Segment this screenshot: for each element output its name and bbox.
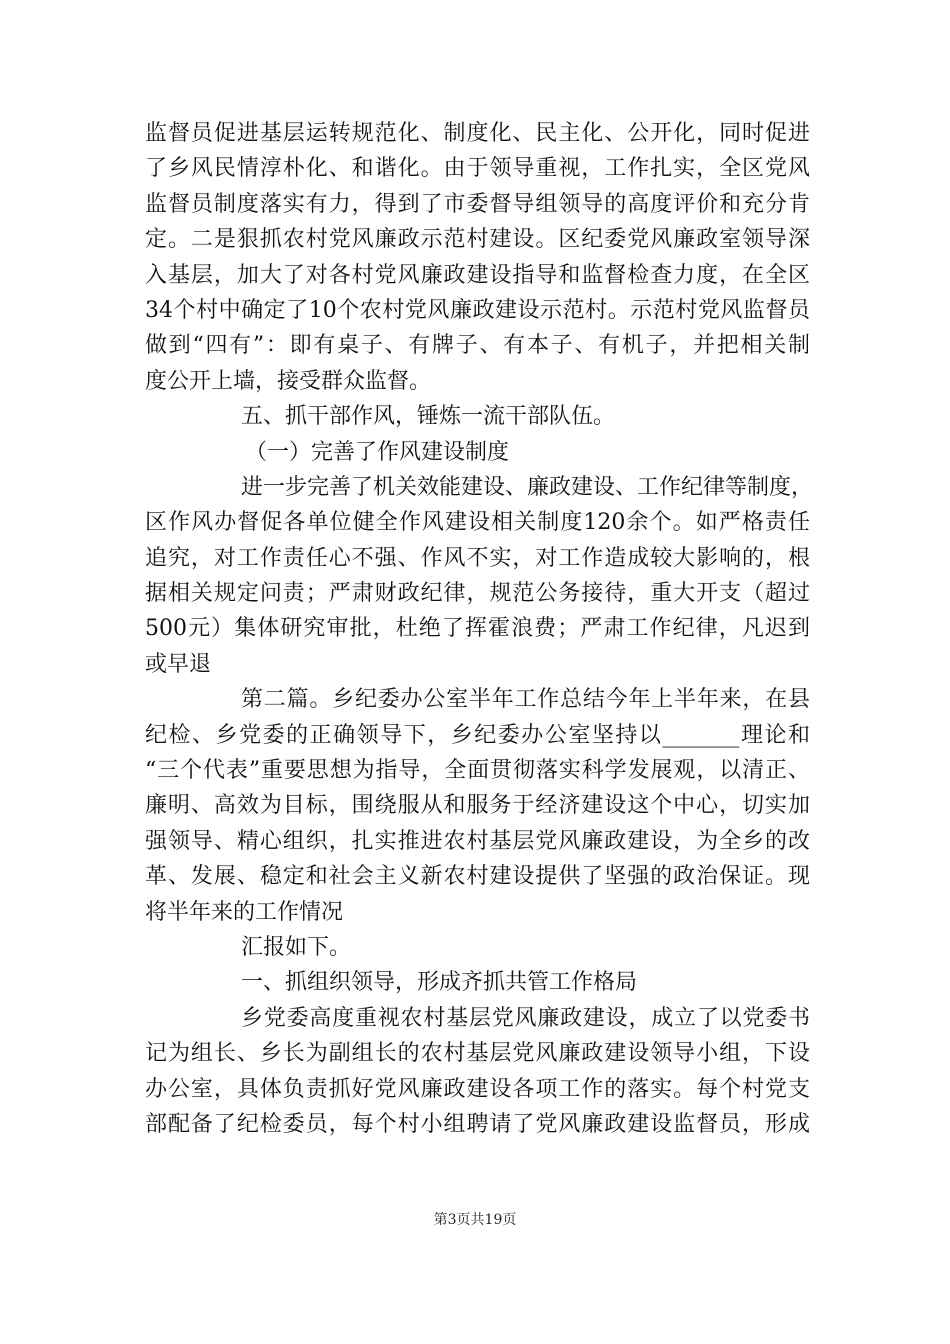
text-line: “三个代表”重要思想为指导，全面贯彻落实科学发展观，以清正、 (145, 758, 810, 784)
text-line: 廉明、高效为目标，围绕服从和服务于经济建设这个中心，切实加 (145, 793, 810, 819)
text-line: 34个村中确定了10个农村党风廉政建设示范村。示范村党风监督员 (145, 297, 810, 323)
text-line: 定。二是狠抓农村党风廉政示范村建设。区纪委党风廉政室领导深 (145, 227, 810, 253)
text-line: 记为组长、乡长为副组长的农村基层党风廉政建设领导小组，下设 (145, 1041, 810, 1067)
section-heading: 五、抓干部作风，锤炼一流干部队伍。 (241, 404, 616, 430)
text-line: 强领导、精心组织，扎实推进农村基层党风廉政建设，为全乡的改 (145, 828, 810, 854)
text-line: 将半年来的工作情况 (145, 899, 344, 925)
page-number: 第3页共19页 (433, 1212, 517, 1228)
text-line: 区作风办督促各单位健全作风建设相关制度120余个。如严格责任 (145, 510, 810, 536)
text-line: 度公开上墙，接受群众监督。 (145, 368, 432, 394)
text-line: 做到“四有”：即有桌子、有牌子、有本子、有机子，并把相关制 (145, 333, 810, 359)
text-line: 汇报如下。 (241, 934, 352, 960)
text-line: 了乡风民情淳朴化、和谐化。由于领导重视，工作扎实，全区党风 (145, 156, 810, 182)
text-line: 第二篇。乡纪委办公室半年工作总结今年上半年来，在县 (241, 687, 810, 713)
text-line: 或早退 (145, 651, 212, 677)
text-line: 入基层，加大了对各村党风廉政建设指导和监督检查力度，在全区 (145, 262, 810, 288)
text-line: 追究，对工作责任心不强、作风不实，对工作造成较大影响的，根 (145, 545, 810, 571)
text-line: 进一步完善了机关效能建设、廉政建设、工作纪律等制度， (241, 474, 814, 500)
text-line: 革、发展、稳定和社会主义新农村建设提供了坚强的政治保证。现 (145, 864, 810, 890)
section-heading: 一、抓组织领导，形成齐抓共管工作格局 (241, 970, 638, 996)
text-line: 监督员制度落实有力，得到了市委督导组领导的高度评价和充分肯 (145, 191, 810, 217)
text-line: 纪检、乡党委的正确领导下，乡纪委办公室坚持以_______理论和 (145, 722, 810, 748)
text-line: 部配备了纪检委员，每个村小组聘请了党风廉政建设监督员，形成 (145, 1111, 810, 1137)
body-text (145, 116, 814, 1142)
text-line: 办公室，具体负责抓好党风廉政建设各项工作的落实。每个村党支 (145, 1076, 810, 1102)
text-line: 据相关规定问责；严肃财政纪律，规范公务接待，重大开支（超过 (145, 581, 810, 607)
subsection-heading: （一）完善了作风建设制度 (245, 439, 510, 465)
text-line: 500元）集体研究审批，杜绝了挥霍浪费；严肃工作纪律，凡迟到 (145, 616, 810, 642)
text-line: 乡党委高度重视农村基层党风廉政建设，成立了以党委书 (241, 1005, 810, 1031)
text-line: 监督员促进基层运转规范化、制度化、民主化、公开化，同时促进 (145, 121, 810, 146)
